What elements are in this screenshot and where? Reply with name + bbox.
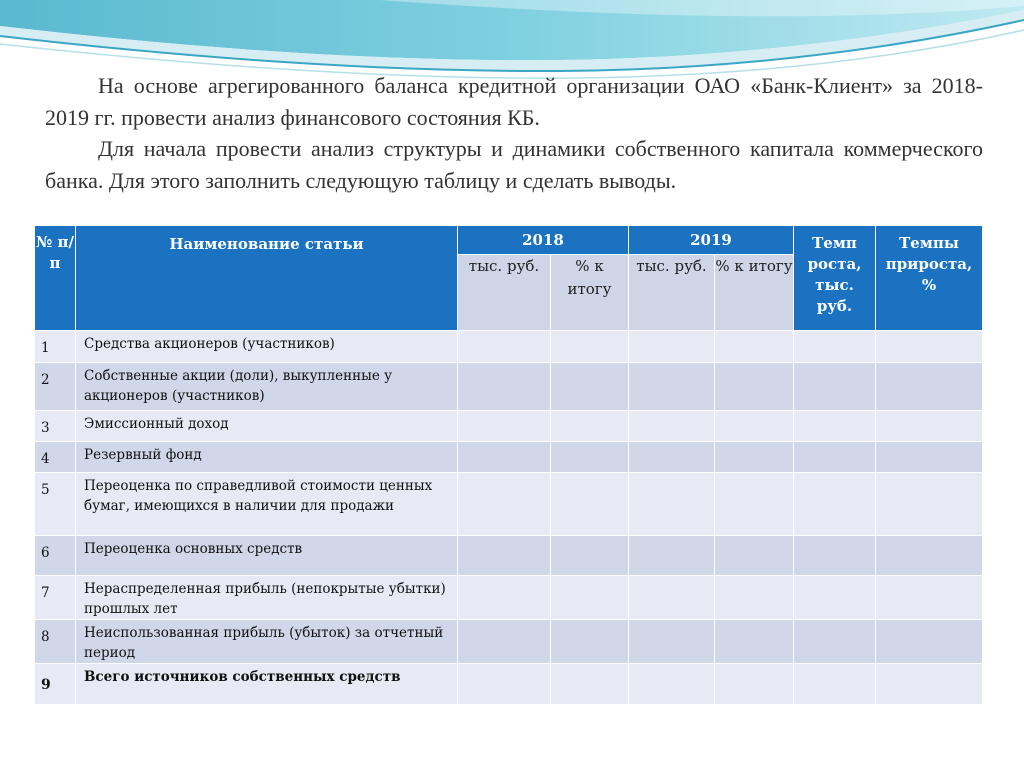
cell-2018-rub <box>458 473 551 536</box>
cell-2019-rub <box>629 442 715 473</box>
cell-increase-rate <box>876 620 983 664</box>
row-name: Эмиссионный доход <box>76 411 458 442</box>
cell-2019-pct <box>715 620 794 664</box>
cell-growth-rate <box>794 664 876 705</box>
cell-2018-pct <box>551 331 629 363</box>
cell-growth-rate <box>794 411 876 442</box>
cell-increase-rate <box>876 576 983 620</box>
cell-2019-pct <box>715 576 794 620</box>
cell-2018-pct <box>551 411 629 442</box>
table-row <box>35 536 983 576</box>
row-number: 3 <box>35 411 76 442</box>
header-name: Наименование статьи <box>76 226 458 331</box>
cell-2019-pct <box>715 331 794 363</box>
cell-2018-pct <box>551 536 629 576</box>
subheader-2018-pct: % к итогу <box>551 255 629 331</box>
row-name: Переоценка по справедливой стоимости ценных бумаг, имеющихся в наличии для продажи <box>76 473 458 536</box>
table-row <box>35 363 983 411</box>
header-growth-rate: Темп роста, тыс. руб. <box>794 226 876 331</box>
cell-increase-rate <box>876 331 983 363</box>
subheader-2019-pct: % к итогу <box>715 255 794 331</box>
cell-growth-rate <box>794 363 876 411</box>
cell-2018-rub <box>458 664 551 705</box>
table-row <box>35 411 983 442</box>
row-number: 2 <box>35 363 76 411</box>
cell-growth-rate <box>794 536 876 576</box>
header-year-2018: 2018 <box>458 226 629 255</box>
cell-2019-pct <box>715 363 794 411</box>
row-number: 7 <box>35 576 76 620</box>
task-paragraph-1: На основе агрегированного баланса кредитной организации ОАО «Банк-Клиент» за 2018-2019 гг. провести анализ финансового состояния КБ. <box>45 73 983 130</box>
header-year-2019: 2019 <box>629 226 794 255</box>
cell-2019-rub <box>629 363 715 411</box>
cell-2019-rub <box>629 411 715 442</box>
cell-2019-pct <box>715 473 794 536</box>
row-name: Переоценка основных средств <box>76 536 458 576</box>
row-name: Собственные акции (доли), выкупленные у акционеров (участников) <box>76 363 458 411</box>
cell-2018-pct <box>551 363 629 411</box>
cell-growth-rate <box>794 473 876 536</box>
row-number: 1 <box>35 331 76 363</box>
cell-2018-rub <box>458 411 551 442</box>
cell-2018-rub <box>458 620 551 664</box>
subheader-2019-rub: тыс. руб. <box>629 255 715 331</box>
cell-2018-rub <box>458 536 551 576</box>
cell-2019-rub <box>629 664 715 705</box>
row-name: Неиспользованная прибыль (убыток) за отчетный период <box>76 620 458 664</box>
row-name: Средства акционеров (участников) <box>76 331 458 363</box>
cell-2019-pct <box>715 664 794 705</box>
cell-2018-rub <box>458 442 551 473</box>
cell-increase-rate <box>876 664 983 705</box>
cell-increase-rate <box>876 411 983 442</box>
table-row <box>35 331 983 363</box>
row-number: 6 <box>35 536 76 576</box>
cell-increase-rate <box>876 442 983 473</box>
cell-2019-pct <box>715 411 794 442</box>
row-name: Всего источников собственных средств <box>76 664 458 705</box>
task-description <box>45 70 983 196</box>
task-paragraph-2: Для начала провести анализ структуры и динамики собственного капитала коммерческого банка. Для этого заполнить следующую таблицу и сделать выводы. <box>45 136 983 193</box>
cell-2019-pct <box>715 536 794 576</box>
row-name: Резервный фонд <box>76 442 458 473</box>
row-number: 8 <box>35 620 76 664</box>
cell-2018-pct <box>551 664 629 705</box>
cell-2019-rub <box>629 536 715 576</box>
cell-increase-rate <box>876 363 983 411</box>
row-name: Нераспределенная прибыль (непокрытые убытки) прошлых лет <box>76 576 458 620</box>
cell-2019-rub <box>629 576 715 620</box>
table-row <box>35 442 983 473</box>
cell-increase-rate <box>876 473 983 536</box>
row-number: 4 <box>35 442 76 473</box>
header-num: № п/п <box>35 226 76 331</box>
row-number: 9 <box>35 664 76 705</box>
cell-2019-pct <box>715 442 794 473</box>
equity-analysis-table <box>34 225 983 705</box>
cell-2018-rub <box>458 331 551 363</box>
cell-growth-rate <box>794 576 876 620</box>
table-row <box>35 473 983 536</box>
cell-2019-rub <box>629 331 715 363</box>
cell-2018-rub <box>458 363 551 411</box>
row-number: 5 <box>35 473 76 536</box>
cell-2018-pct <box>551 473 629 536</box>
cell-2018-pct <box>551 442 629 473</box>
table-row <box>35 620 983 664</box>
cell-2018-pct <box>551 576 629 620</box>
cell-increase-rate <box>876 536 983 576</box>
header-increase-rate: Темпы прироста, % <box>876 226 983 331</box>
table-row-total <box>35 664 983 705</box>
cell-growth-rate <box>794 620 876 664</box>
cell-growth-rate <box>794 442 876 473</box>
cell-2018-rub <box>458 576 551 620</box>
subheader-2018-rub: тыс. руб. <box>458 255 551 331</box>
cell-2019-rub <box>629 620 715 664</box>
cell-2018-pct <box>551 620 629 664</box>
cell-growth-rate <box>794 331 876 363</box>
table-row <box>35 576 983 620</box>
cell-2019-rub <box>629 473 715 536</box>
